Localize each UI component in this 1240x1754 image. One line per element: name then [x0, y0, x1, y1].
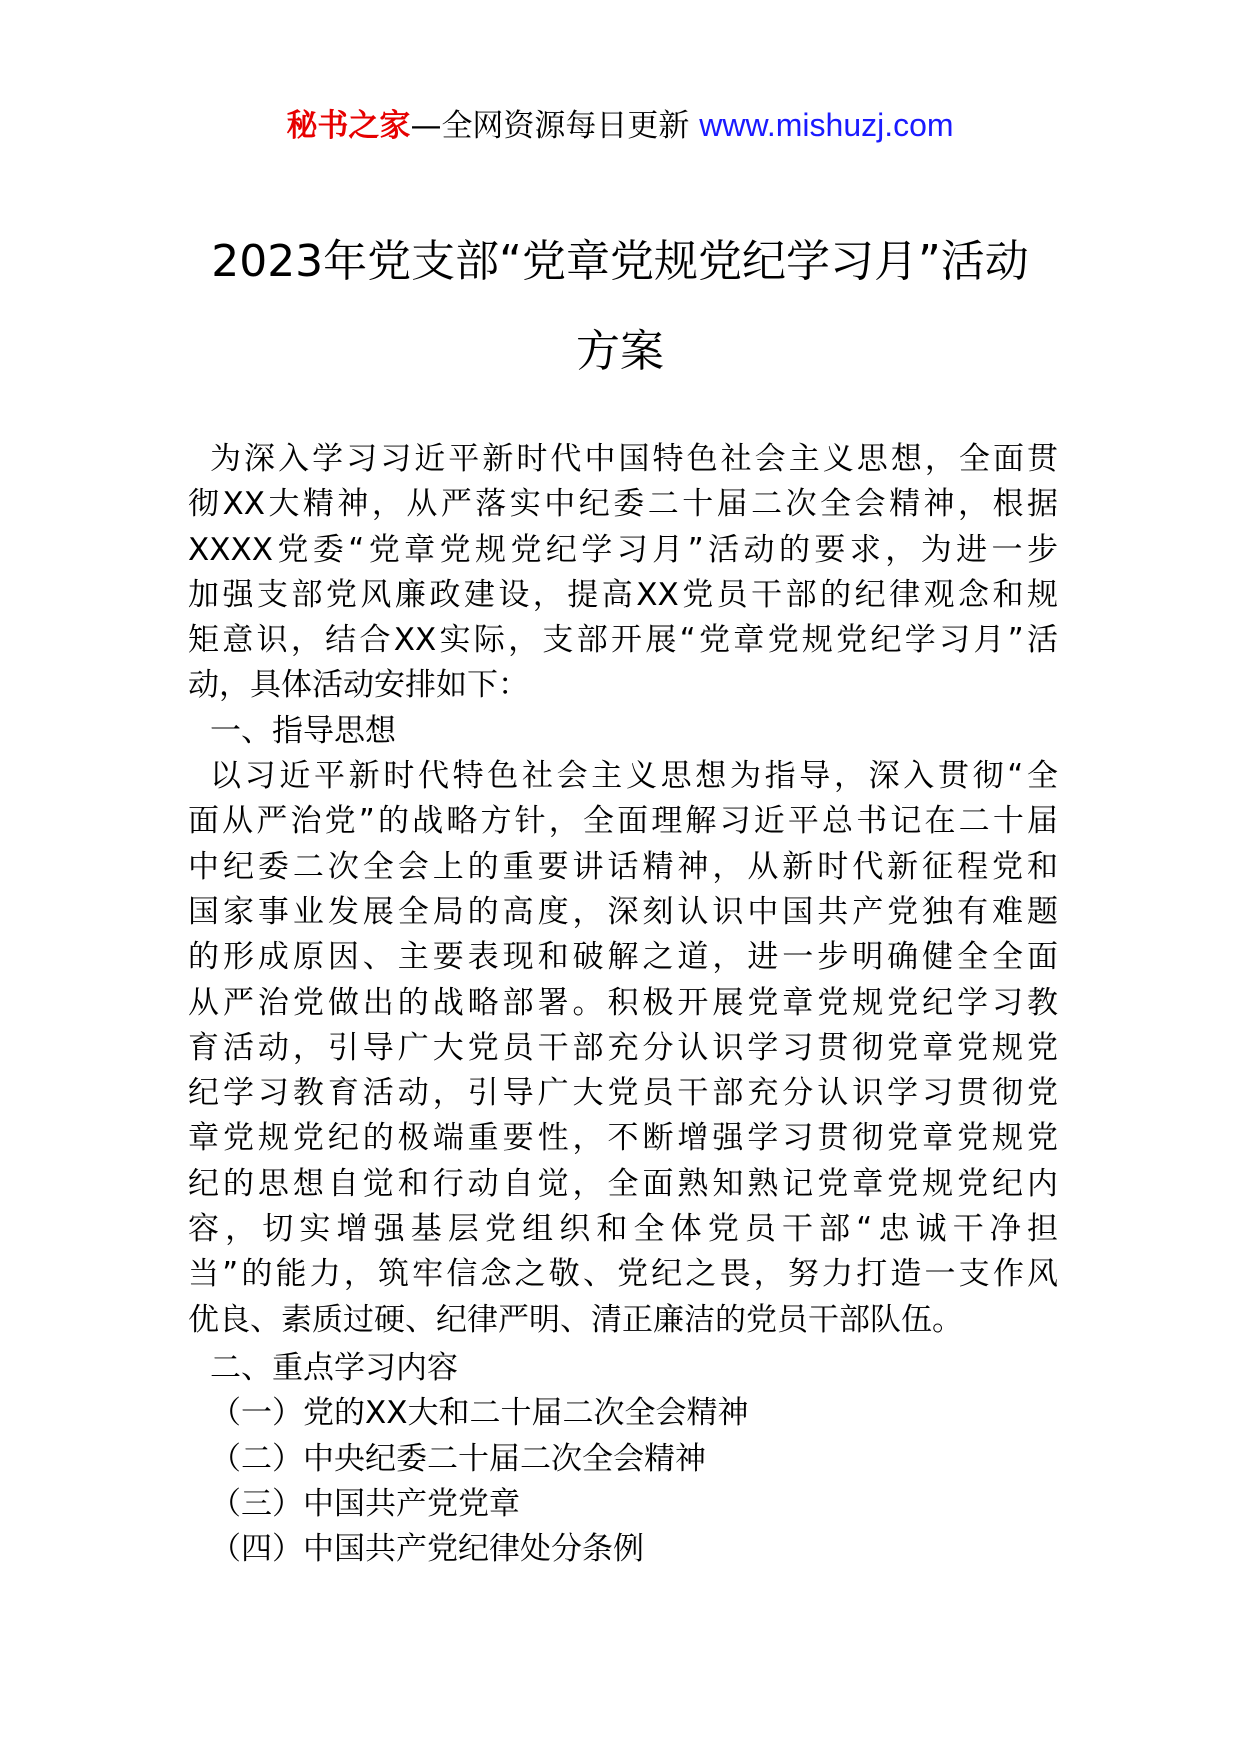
brand-name: 秘书之家	[286, 108, 411, 144]
list-item-content: （二）中央纪委二十届二次全会精神	[210, 1440, 706, 1477]
list-item-content: （三）中国共产党党章	[210, 1485, 520, 1522]
paragraph-guiding-line: 从严治党做出的战略部署。积极开展党章党规党纪学习教	[188, 984, 1058, 1021]
paragraph-guiding-line: 育活动，引导广大党员干部充分认识学习贯彻党章党规党	[188, 1029, 1058, 1066]
paragraph-intro-line: 彻XX大精神，从严落实中纪委二十届二次全会精神，根据	[188, 486, 1058, 523]
paragraph-guiding-line: 优良、素质过硬、纪律严明、清正廉洁的党员干部队伍。	[188, 1301, 963, 1338]
paragraph-intro-line: XXXX党委“党章党规党纪学习月”活动的要求，为进一步	[188, 531, 1058, 568]
list-item-content: （一）党的XX大和二十届二次全会精神	[210, 1395, 749, 1432]
paragraph-intro-line: 为深入学习习近平新时代中国特色社会主义思想，全面贯	[210, 441, 1058, 477]
list-item-content: （四）中国共产党纪律处分条例	[210, 1531, 644, 1568]
paragraph-guiding-line: 容，切实增强基层党组织和全体党员干部“忠诚干净担	[188, 1211, 1058, 1248]
document-title-line-1: 2023年党支部“党章党规党纪学习月”活动	[211, 236, 1029, 287]
paragraph-guiding-line: 中纪委二次全会上的重要讲话精神，从新时代新征程党和	[188, 848, 1058, 885]
document-body	[188, 437, 1058, 1572]
paragraph-guiding-line: 的形成原因、主要表现和破解之道，进一步明确健全全面	[188, 939, 1058, 976]
paragraph-intro-line: 矩意识，结合XX实际，支部开展“党章党规党纪学习月”活	[188, 622, 1058, 659]
paragraph-guiding-line: 当”的能力，筑牢信念之敬、党纪之畏，努力打造一支作风	[188, 1256, 1058, 1293]
paragraph-guiding-line: 章党规党纪的极端重要性，不断增强学习贯彻党章党规党	[188, 1120, 1058, 1157]
paragraph-intro-line: 加强支部党风廉政建设，提高XX党员干部的纪律观念和规	[188, 576, 1058, 613]
paragraph-guiding-line: 纪的思想自觉和行动自觉，全面熟知熟记党章党规党纪内	[188, 1165, 1058, 1202]
section-heading-guiding-ideology: 一、指导思想	[210, 712, 396, 749]
paragraph-intro-line: 动，具体活动安排如下：	[188, 667, 529, 704]
paragraph-guiding-line: 纪学习教育活动，引导广大党员干部充分认识学习贯彻党	[188, 1075, 1058, 1112]
paragraph-guiding-line: 面从严治党”的战略方针，全面理解习近平总书记在二十届	[188, 803, 1058, 840]
site-url-link[interactable]: www.mishuzj.com	[699, 107, 954, 143]
paragraph-guiding-line: 以习近平新时代特色社会主义思想为指导，深入贯彻“全	[210, 758, 1058, 795]
site-header	[0, 100, 1240, 151]
document-title-line-2: 方案	[576, 326, 664, 377]
section-heading-key-content: 二、重点学习内容	[210, 1349, 458, 1386]
paragraph-guiding-line: 国家事业发展全局的高度，深刻认识中国共产党独有难题	[188, 893, 1058, 930]
header-tagline: —全网资源每日更新	[410, 108, 700, 144]
